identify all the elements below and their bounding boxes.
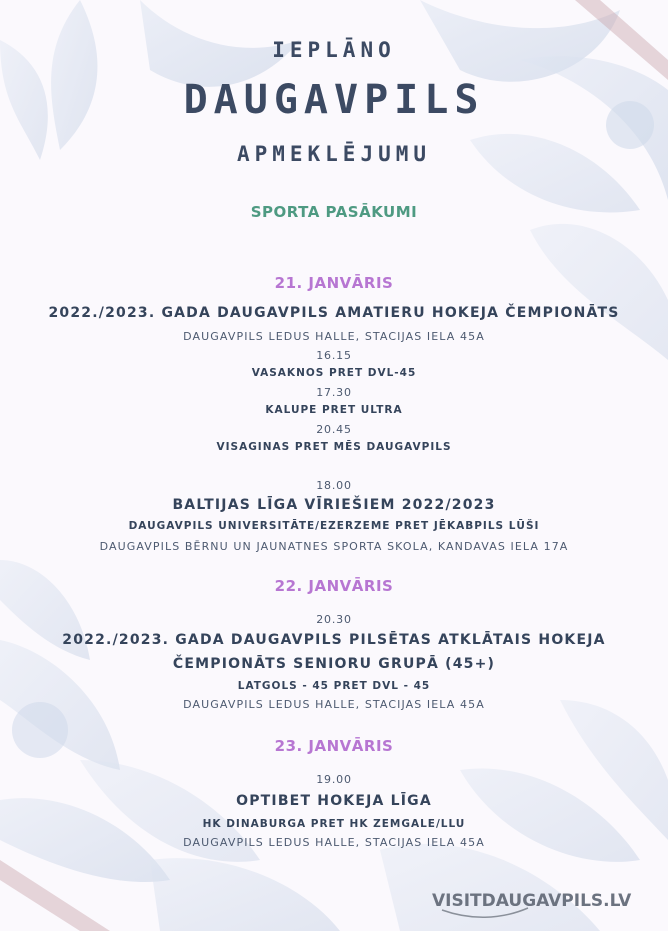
game-match: KALUPE PRET ULTRA — [265, 404, 403, 416]
game-time: 17.30 — [316, 386, 352, 399]
date-heading: 22. JANVĀRIS — [274, 577, 394, 595]
event-time: 20.30 — [316, 613, 352, 626]
event-title: BALTIJAS LĪGA VĪRIEŠIEM 2022/2023 — [172, 497, 496, 513]
event-time: 19.00 — [316, 773, 352, 786]
section-title: SPORTA PASĀKUMI — [250, 203, 418, 221]
event-title: 2022./2023. GADA DAUGAVPILS AMATIERU HOKEJA ČEMPIONĀTS — [48, 305, 620, 321]
event-venue: DAUGAVPILS LEDUS HALLE, STACIJAS IELA 45A — [183, 698, 485, 711]
event-title: OPTIBET HOKEJA LĪGA — [236, 793, 432, 809]
game-time: 16.15 — [316, 349, 352, 362]
event-title-line1: 2022./2023. GADA DAUGAVPILS PILSĒTAS ATKLĀTAIS HOKEJA — [62, 632, 606, 648]
game-match: VASAKNOS PRET DVL-45 — [251, 367, 417, 379]
heading-visit: APMEKLĒJUMU — [236, 142, 432, 166]
visitdaugavpils-logo[interactable]: VISITDAUGAVPILS.LV — [432, 891, 632, 911]
event-time: 18.00 — [316, 479, 352, 492]
game-time: 20.45 — [316, 423, 352, 436]
event-match: LATGOLS - 45 PRET DVL - 45 — [237, 680, 431, 692]
event-match: HK DINABURGA PRET HK ZEMGALE/LLU — [202, 818, 466, 830]
event-venue: DAUGAVPILS BĒRNU UN JAUNATNES SPORTA SKOLA, KANDAVAS IELA 17A — [99, 540, 569, 553]
heading-plan: IEPLĀNO — [272, 38, 396, 62]
event-venue: DAUGAVPILS LEDUS HALLE, STACIJAS IELA 45A — [183, 330, 485, 343]
date-heading: 23. JANVĀRIS — [274, 737, 394, 755]
event-match: DAUGAVPILS UNIVERSITĀTE/EZERZEME PRET JĒKABPILS LŪŠI — [128, 520, 540, 532]
date-heading: 21. JANVĀRIS — [274, 274, 394, 292]
game-match: VISAGINAS PRET MĒS DAUGAVPILS — [216, 441, 452, 453]
event-title-line2: ČEMPIONĀTS SENIORU GRUPĀ (45+) — [172, 656, 496, 672]
heading-city: DAUGAVPILS — [183, 77, 485, 123]
event-venue: DAUGAVPILS LEDUS HALLE, STACIJAS IELA 45A — [183, 836, 485, 849]
logo-swoosh-icon — [440, 906, 530, 920]
